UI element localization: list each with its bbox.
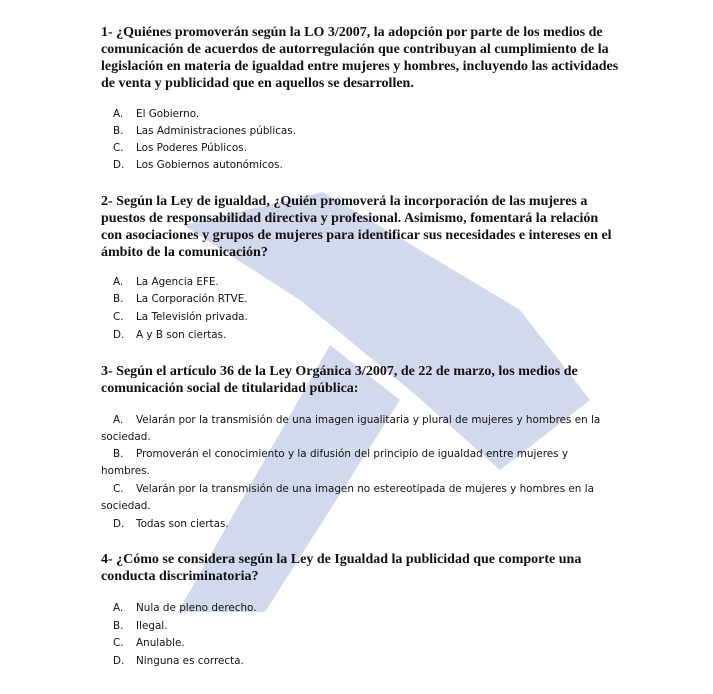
question-2-option-b[interactable]: B. La Corporación RTVE. xyxy=(113,293,248,305)
question-1-option-b[interactable]: B. Las Administraciones públicas. xyxy=(113,125,296,137)
question-3-option-a[interactable]: A. Velarán por la transmisión de una imagen igualitaria y plural de mujeres y hombres en la sociedad. xyxy=(101,414,601,443)
question-2-option-a[interactable]: A. La Agencia EFE. xyxy=(113,276,219,288)
question-1-option-a[interactable]: A. El Gobierno. xyxy=(113,108,200,120)
question-4-option-d[interactable]: D. Ninguna es correcta. xyxy=(113,655,244,667)
question-3-text: 3- Según el artículo 36 de la Ley Orgánica 3/2007, de 22 de marzo, los medios de comunicación social de titularidad pública: xyxy=(101,364,578,396)
question-2-text: 2- Según la Ley de igualdad, ¿Quién promoverá la incorporación de las mujeres a puestos de responsabilidad directiva y profesional. Asimismo, fomentará la relación con asociaciones y grupos de mujeres para identificar sus necesidades e intereses en el ámbito de la comunicación? xyxy=(101,194,612,260)
question-2-option-d[interactable]: D. A y B son ciertas. xyxy=(113,329,227,341)
question-3-option-c[interactable]: C. Velarán por la transmisión de una imagen no estereotipada de mujeres y hombres en la sociedad. xyxy=(101,483,594,512)
question-4-option-a[interactable]: A. Nula de pleno derecho. xyxy=(113,602,257,614)
question-1-text: 1- ¿Quiénes promoverán según la LO 3/2007, la adopción por parte de los medios de comunicación de acuerdos de autorregulación que contribuyan al cumplimiento de la legislación en materia de igualdad entre mujeres y hombres, incluyendo las actividades de venta y publicidad que en aquellos se desarrollen. xyxy=(101,25,619,91)
question-2-option-c[interactable]: C. La Televisión privada. xyxy=(113,311,248,323)
question-1-option-c[interactable]: C. Los Poderes Públicos. xyxy=(113,142,247,154)
question-4-option-c[interactable]: C. Anulable. xyxy=(113,637,185,649)
question-3-option-b[interactable]: B. Promoverán el conocimiento y la difusión del principio de igualdad entre mujeres y hombres. xyxy=(101,448,569,477)
question-4-option-b[interactable]: B. Ilegal. xyxy=(113,620,168,632)
question-1-option-d[interactable]: D. Los Gobiernos autonómicos. xyxy=(113,159,283,171)
question-4-text: 4- ¿Cómo se considera según la Ley de Igualdad la publicidad que comporte una conducta discriminatoria? xyxy=(101,552,582,584)
question-3-option-d[interactable]: D. Todas son ciertas. xyxy=(113,518,229,530)
